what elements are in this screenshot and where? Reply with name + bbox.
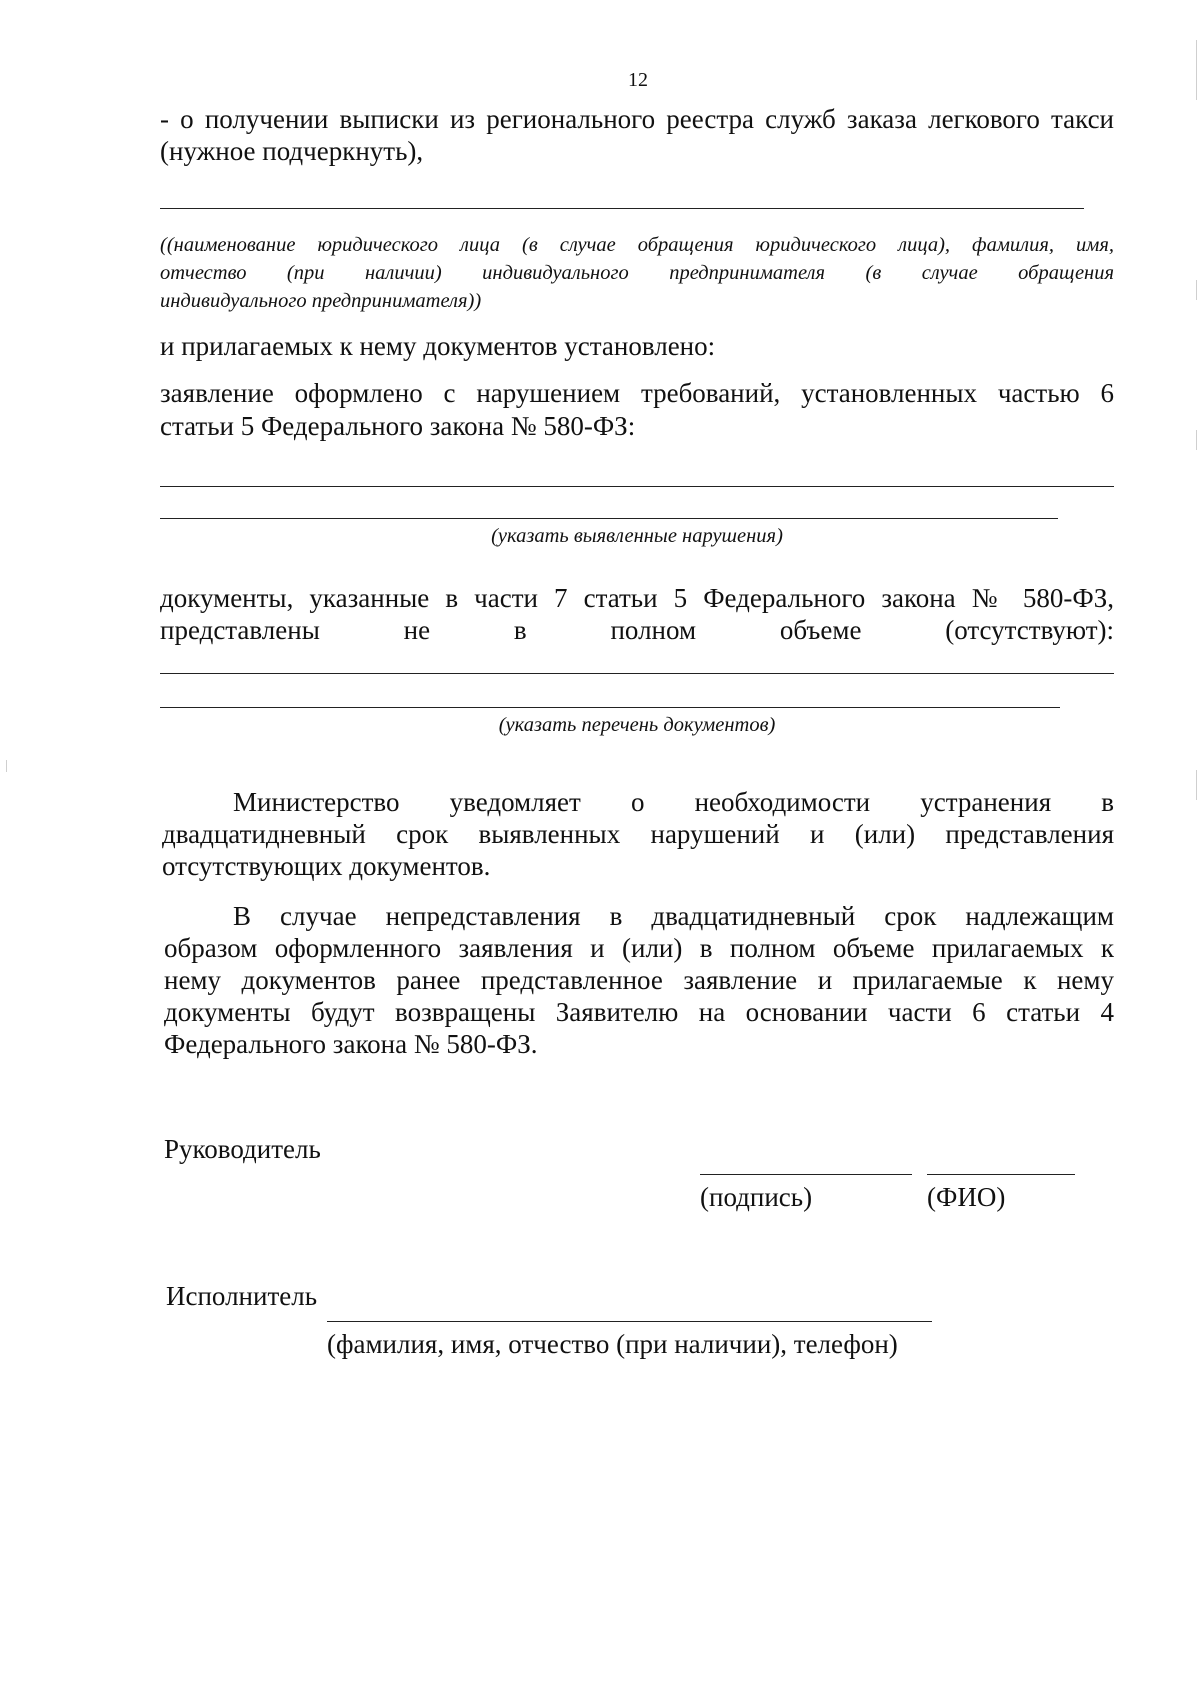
return-notice-line-1: В случае непредставления в двадцатидневный срок надлежащим [233, 901, 1114, 931]
executor-label: Исполнитель [166, 1281, 318, 1311]
applicant-caption-line-2: отчество (при наличии) индивидуального предпринимателя (в случае обращения [160, 262, 1114, 284]
violation-statement-line-2: статьи 5 Федерального закона № 580-ФЗ: [160, 411, 636, 441]
ministry-notice-line-1: Министерство уведомляет о необходимости устранения в [233, 787, 1114, 817]
return-notice-line-5: Федерального закона № 580-ФЗ. [164, 1029, 538, 1059]
intro-line-2: (нужное подчеркнуть), [160, 136, 424, 166]
return-notice-line-3: нему документов ранее представленное заявление и прилагаемые к нему [164, 965, 1114, 995]
violation-caption: (указать выявленные нарушения) [491, 525, 783, 547]
scan-artifact [1196, 280, 1197, 300]
ministry-notice-line-3: отсутствующих документов. [162, 851, 491, 881]
scan-artifact [6, 760, 7, 772]
head-label: Руководитель [164, 1134, 321, 1164]
scan-artifact [1196, 40, 1197, 100]
ministry-notice-line-2: двадцатидневный срок выявленных нарушений и (или) представления [162, 819, 1114, 849]
return-notice-line-4: документы будут возвращены Заявителю на основании части 6 статьи 4 [164, 997, 1114, 1027]
intro-line-1: - о получении выписки из регионального реестра служб заказа легкового такси [160, 104, 1114, 134]
documents-caption: (указать перечень документов) [498, 714, 776, 736]
applicant-caption-line-1: ((наименование юридического лица (в случае обращения юридического лица), фамилия, имя, [160, 234, 1114, 256]
name-caption: (ФИО) [927, 1182, 1006, 1212]
scan-artifact [1196, 770, 1197, 800]
page-number: 12 [628, 69, 648, 91]
scan-artifact [1196, 430, 1197, 450]
documents-statement-line-2: представлены не в полном объеме (отсутствуют): [160, 615, 1114, 645]
violation-blank-line-1 [160, 486, 1114, 487]
executor-blank-line [327, 1321, 932, 1322]
applicant-blank-line [160, 208, 1084, 209]
name-blank-line [927, 1174, 1075, 1175]
attached-docs-text: и прилагаемых к нему документов установлено: [160, 331, 716, 361]
signature-blank-line [700, 1174, 912, 1175]
documents-blank-line-2 [160, 707, 1060, 708]
documents-statement-line-1: документы, указанные в части 7 статьи 5 Федерального закона № 580-ФЗ, [160, 583, 1114, 613]
applicant-caption-line-3: индивидуального предпринимателя)) [160, 290, 482, 312]
violation-statement-line-1: заявление оформлено с нарушением требований, установленных частью 6 [160, 378, 1114, 408]
violation-blank-line-2 [160, 518, 1058, 519]
signature-caption: (подпись) [700, 1182, 813, 1212]
executor-caption: (фамилия, имя, отчество (при наличии), телефон) [327, 1329, 898, 1359]
documents-blank-line-1 [160, 673, 1114, 674]
return-notice-line-2: образом оформленного заявления и (или) в полном объеме прилагаемых к [164, 933, 1114, 963]
